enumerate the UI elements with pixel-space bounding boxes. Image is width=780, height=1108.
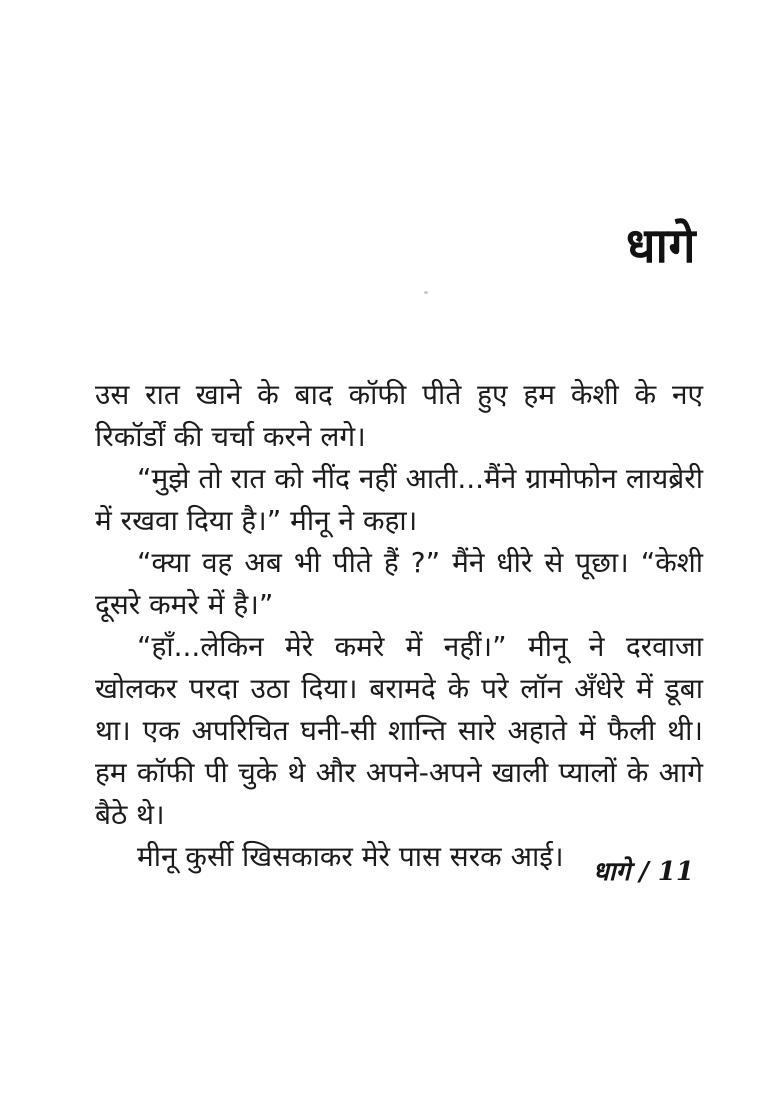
body-text — [95, 374, 703, 878]
footer-text: धागे / 11 — [592, 857, 694, 887]
page-footer — [593, 852, 694, 888]
paragraph-2: “मुझे तो रात को नींद नहीं आती...मैंने ग्रामोफोन लायब्रेरी में रखवा दिया है।” मीनू ने कहा। — [95, 462, 703, 537]
paragraph-4: “हाँ...लेकिन मेरे कमरे में नहीं।” मीनू ने दरवाजा खोलकर परदा उठा दिया। बरामदे के परे लॉन अँधेरे में डूबा था। एक अपरिचित घनी-सी शान्ति सारे अहाते में फैली थी। हम कॉफी पी चुके थे और अपने-अपने खाली प्यालों के आगे बैठे थे। — [95, 630, 703, 831]
chapter-title: धागे — [626, 218, 696, 274]
paragraph-1: उस रात खाने के बाद कॉफी पीते हुए हम केशी के नए रिकॉर्डों की चर्चा करने लगे। — [95, 378, 703, 453]
paragraph-5: मीनू कुर्सी खिसकाकर मेरे पास सरक आई। — [137, 840, 564, 873]
scan-artifact-speck — [424, 291, 428, 294]
paragraph-3: “क्या वह अब भी पीते हैं ?” मैंने धीरे से पूछा। “केशी दूसरे कमरे में है।” — [95, 546, 703, 621]
